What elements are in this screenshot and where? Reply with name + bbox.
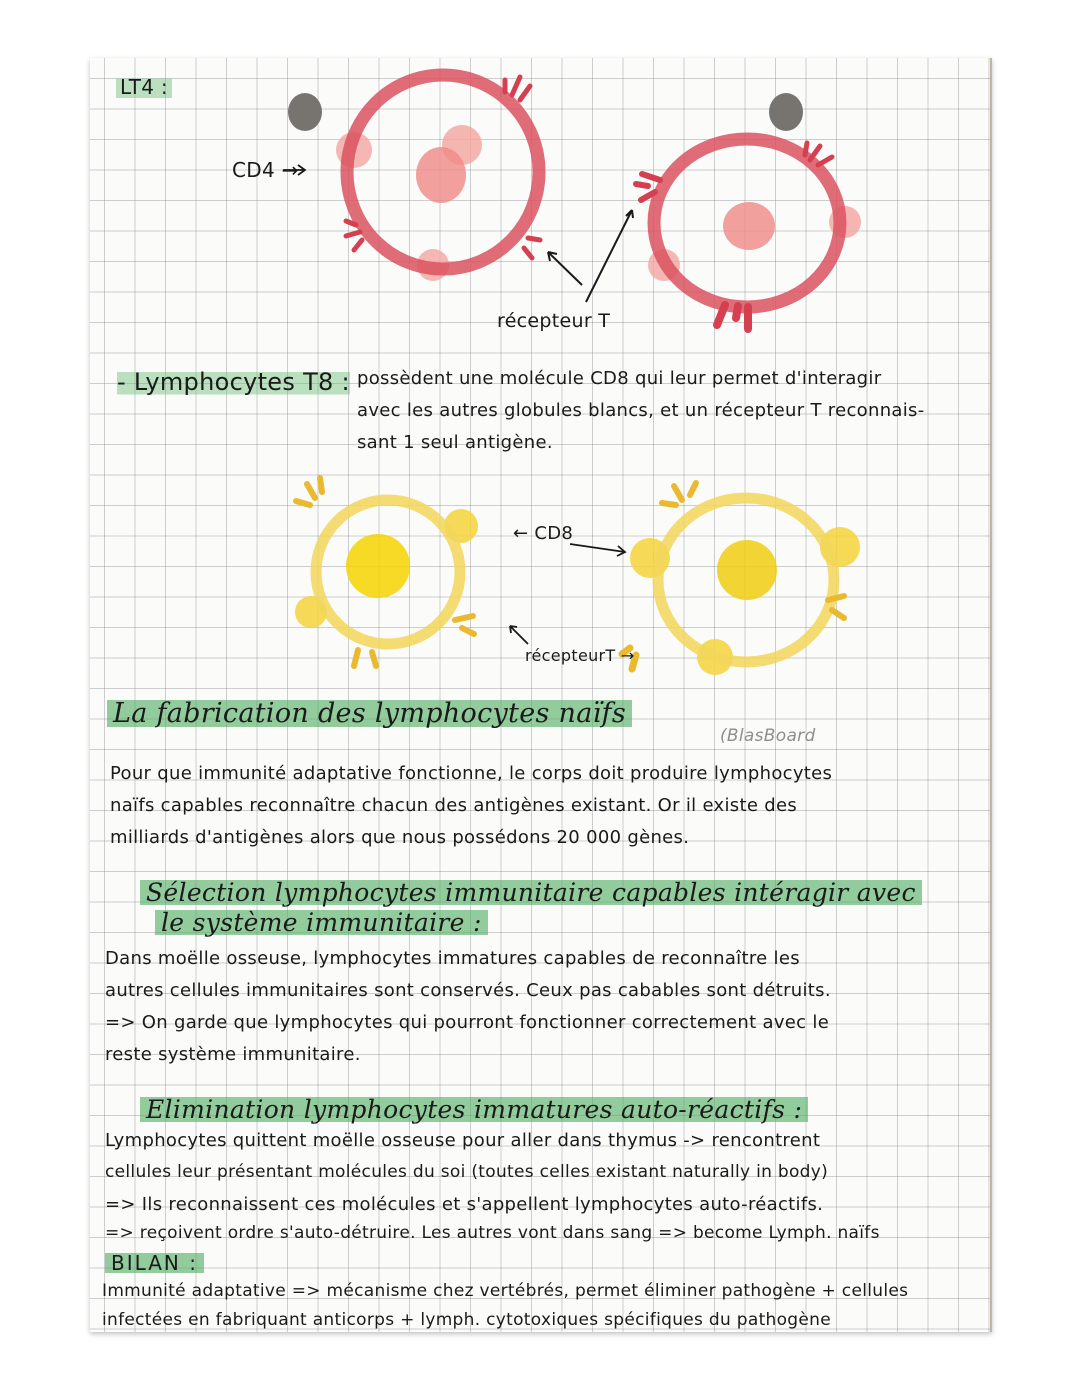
elimination-line-1: Lymphocytes quittent moëlle osseuse pour aller dans thymus -> rencontrent: [105, 1130, 821, 1151]
elimination-line-3: => Ils reconnaissent ces molécules et s'appellent lymphocytes auto-réactifs.: [105, 1194, 824, 1215]
selection-line-2: autres cellules immunitaires sont conservés. Ceux pas cabables sont détruits.: [105, 980, 831, 1001]
fabrication-line-2: naïfs capables reconnaître chacun des antigènes existant. Or il existe des: [110, 795, 798, 816]
label-receptor-t-cd4: récepteur T: [497, 310, 611, 332]
selection-line-3: => On garde que lymphocytes qui pourront fonctionner correctement avec le: [105, 1012, 830, 1033]
label-receptor-t-cd8: récepteurT →: [525, 646, 635, 665]
section-label-lt4: LT4 :: [116, 75, 172, 99]
selection-line-1: Dans moëlle osseuse, lymphocytes immatures capables de reconnaître les: [105, 948, 800, 969]
lt8-line-2: avec les autres globules blancs, et un récepteur T reconnais-: [357, 400, 925, 421]
selection-line-4: reste système immunitaire.: [105, 1044, 361, 1065]
cd8-cell-right: [622, 483, 860, 675]
fabrication-line-1: Pour que immunité adaptative fonctionne, le corps doit produire lymphocytes: [110, 763, 833, 784]
section-title-selection-1: Sélection lymphocytes immunitaire capables intéragir avec: [140, 880, 922, 905]
fabrication-line-3: milliards d'antigènes alors que nous possédons 20 000 gènes.: [110, 827, 690, 848]
elimination-line-2: cellules leur présentant molécules du soi (toutes celles existant naturally in body): [105, 1162, 829, 1182]
note-blasboard: (BlasBoard: [720, 726, 816, 746]
label-cd4: CD4 →: [232, 158, 299, 182]
lt8-line-3: sant 1 seul antigène.: [357, 432, 553, 453]
section-title-selection-2: le système immunitaire :: [155, 910, 488, 935]
bilan-line-1: Immunité adaptative => mécanisme chez vertébrés, permet éliminer pathogène + cellules: [102, 1281, 909, 1301]
section-title-fabrication: La fabrication des lymphocytes naïfs: [107, 700, 632, 727]
bilan-line-2: infectées en fabriquant anticorps + lymph. cytotoxiques spécifiques du pathogène: [102, 1310, 831, 1330]
lt8-term-text: - Lymphocytes T8 :: [117, 368, 350, 396]
section-title-bilan: BILAN :: [105, 1253, 204, 1273]
lt8-line-1: possèdent une molécule CD8 qui leur permet d'interagir: [357, 368, 882, 389]
label-cd8: ← CD8: [513, 523, 574, 544]
section-title-elimination: Elimination lymphocytes immatures auto-réactifs :: [140, 1097, 808, 1122]
elimination-line-4: => reçoivent ordre s'auto-détruire. Les autres vont dans sang => become Lymph. naïfs: [105, 1223, 880, 1243]
cd8-cell-left: [295, 478, 478, 666]
